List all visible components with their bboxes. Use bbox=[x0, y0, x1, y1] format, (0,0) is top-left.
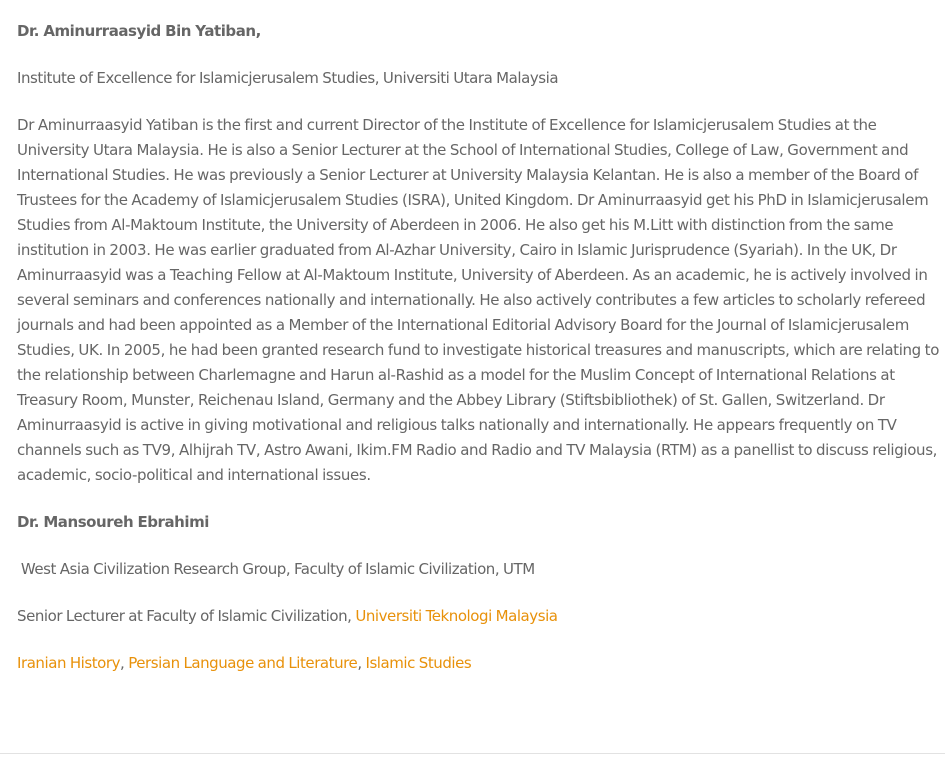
topic-link-persian-language[interactable]: Persian Language and Literature bbox=[128, 654, 358, 672]
position-text: Senior Lecturer at Faculty of Islamic Civilization, bbox=[17, 607, 356, 625]
university-link[interactable]: Universiti Teknologi Malaysia bbox=[355, 607, 558, 625]
speaker-affiliation-1: Institute of Excellence for Islamicjerusalem Studies, Universiti Utara Malaysia bbox=[17, 69, 559, 87]
speaker-research-group-2: West Asia Civilization Research Group, Faculty of Islamic Civilization, UTM bbox=[17, 560, 535, 578]
topic-separator: , bbox=[357, 654, 366, 672]
speaker-name-1: Dr. Aminurraasyid Bin Yatiban, bbox=[17, 22, 261, 40]
speaker-bios bbox=[17, 19, 941, 698]
topic-separator: , bbox=[120, 654, 129, 672]
speaker-name-2: Dr. Mansoureh Ebrahimi bbox=[17, 513, 209, 531]
footer-divider bbox=[0, 753, 945, 754]
topic-link-iranian-history[interactable]: Iranian History bbox=[17, 654, 121, 672]
topic-link-islamic-studies[interactable]: Islamic Studies bbox=[365, 654, 472, 672]
speaker-bio-1: Dr Aminurraasyid Yatiban is the first and current Director of the Institute of Excellence for Islamicjerusalem Studies at the University Utara Malaysia. He is also a Senior Lecturer at the School of International Studies, College of Law, Government and International Studies. He was previously a Senior Lecturer at University Malaysia Kelantan. He is also a member of the Board of Trustees for the Academy of Islamicjerusalem Studies (ISRA), United Kingdom. Dr Aminurraasyid get his PhD in Islamicjerusalem Studies from Al-Maktoum Institute, the University of Aberdeen in 2006. He also get his M.Litt with distinction from the same institution in 2003. He was earlier graduated from Al-Azhar University, Cairo in Islamic Jurisprudence (Syariah). In the UK, Dr Aminurraasyid was a Teaching Fellow at Al-Maktoum Institute, University of Aberdeen. As an academic, he is actively involved in several seminars and conferences nationally and internationally. He also actively contributes a few articles to scholarly refereed journals and had been appointed as a Member of the International Editorial Advisory Board for the Journal of Islamicjerusalem Studies, UK. In 2005, he had been granted research fund to investigate historical treasures and manuscripts, which are relating to the relationship between Charlemagne and Harun al-Rashid as a model for the Muslim Concept of International Relations at Treasury Room, Munster, Reichenau Island, Germany and the Abbey Library (Stiftsbibliothek) of St. Gallen, Switzerland. Dr Aminurraasyid is active in giving motivational and religious talks nationally and internationally. He appears frequently on TV channels such as TV9, Alhijrah TV, Astro Awani, Ikim.FM Radio and Radio and TV Malaysia (RTM) as a panellist to discuss religious, academic, socio-political and international issues. bbox=[17, 116, 940, 484]
speaker-position-2 bbox=[17, 604, 941, 629]
speaker-topics-2 bbox=[17, 651, 941, 676]
